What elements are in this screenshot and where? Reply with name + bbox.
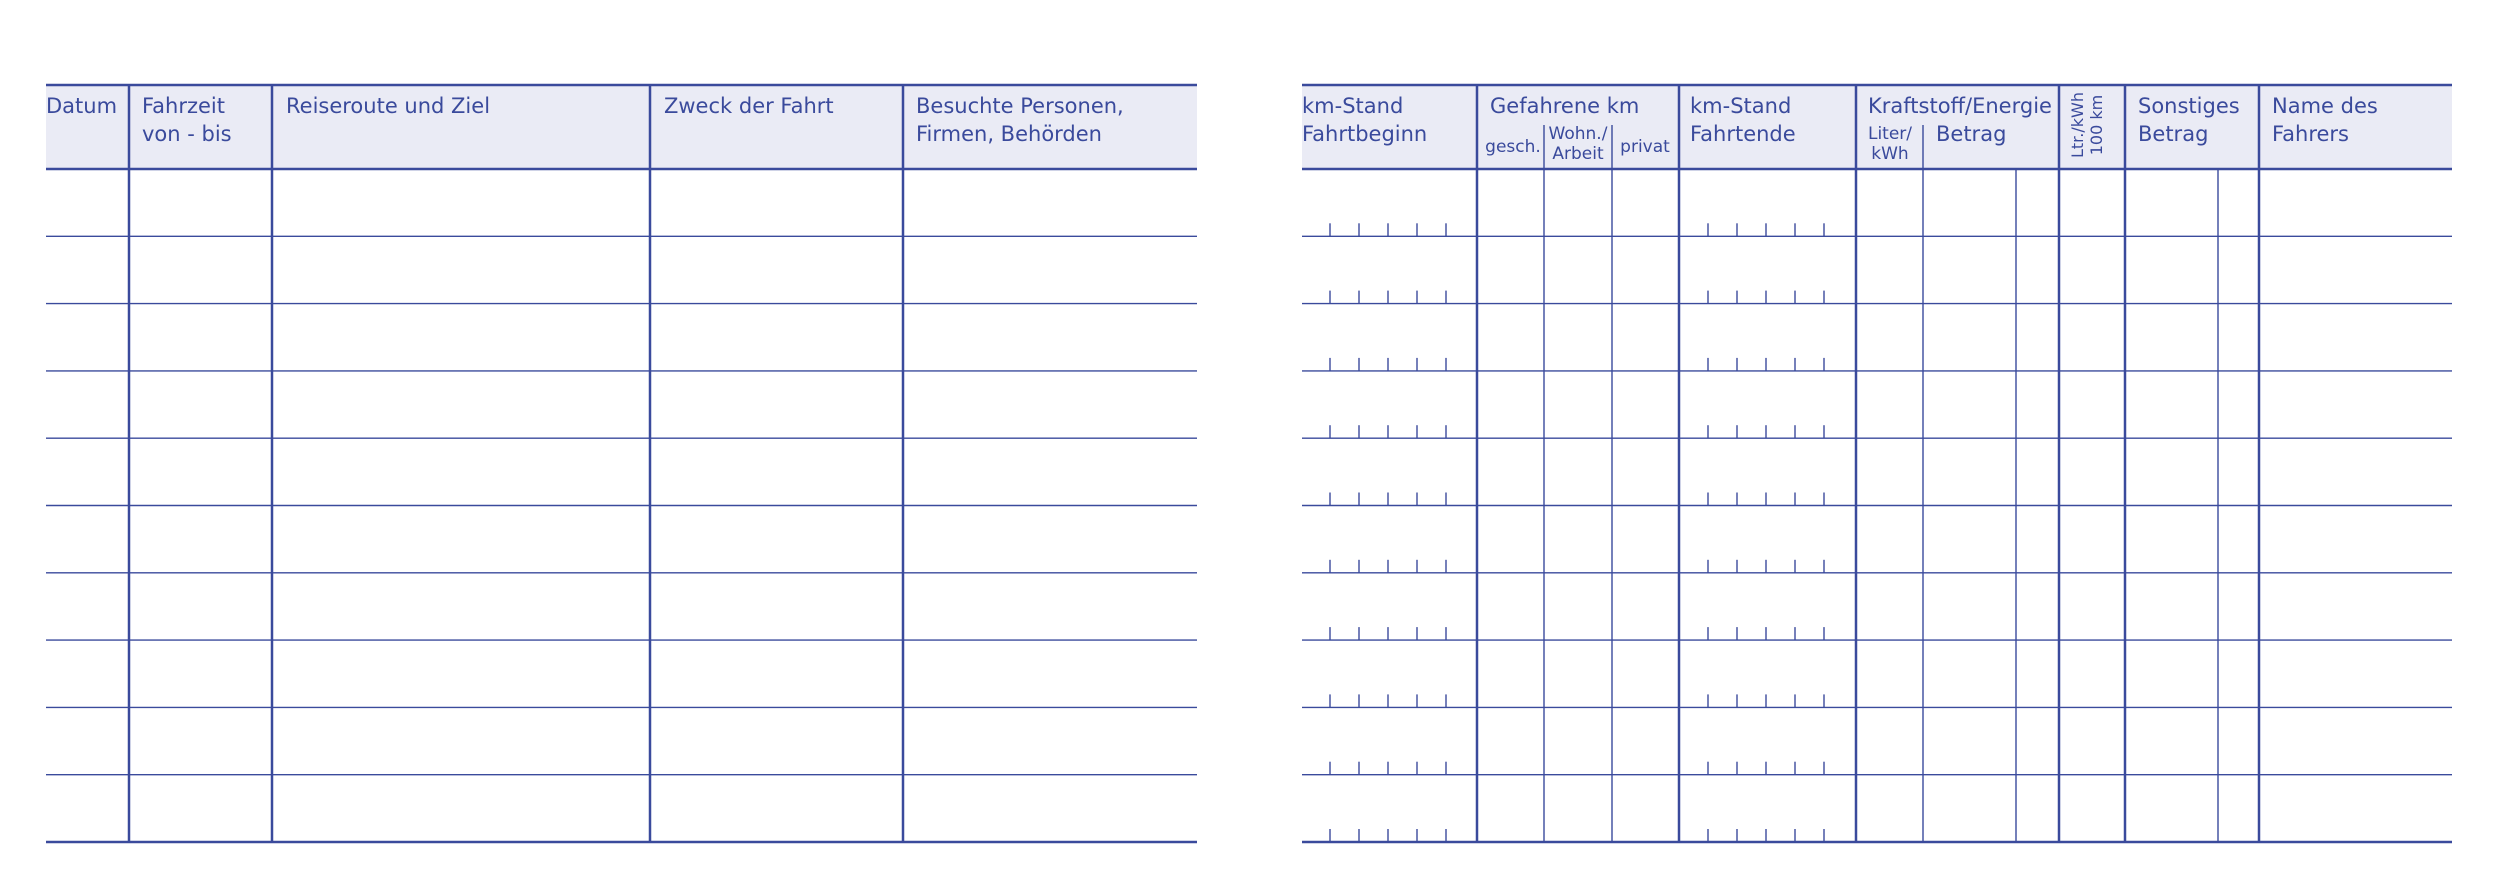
header-datum: Datum <box>46 94 118 118</box>
header-gesch: gesch. <box>1485 137 1541 157</box>
header-gefahrene: Gefahrene km <box>1490 94 1640 118</box>
header-wohn-arbeit: Wohn./ Arbeit <box>1548 124 1608 164</box>
header-km-ende: km-Stand Fahrtende <box>1690 94 1796 146</box>
header-liter-kwh: Liter/ kWh <box>1867 124 1913 164</box>
header-sonstiges: Sonstiges Betrag <box>2138 94 2240 146</box>
header-betrag: Betrag <box>1936 122 2007 146</box>
header-name: Name des Fahrers <box>2272 94 2378 146</box>
header-fahrzeit: Fahrzeit von - bis <box>142 94 232 146</box>
header-reiseroute: Reiseroute und Ziel <box>286 94 491 118</box>
header-km-beginn: km-Stand Fahrtbeginn <box>1302 94 1428 146</box>
header-besuchte: Besuchte Personen, Firmen, Behörden <box>916 94 1124 146</box>
header-verbrauch: Ltr./kWh 100 km <box>2068 92 2106 158</box>
header-kraftstoff: Kraftstoff/Energie <box>1868 94 2052 118</box>
header-zweck: Zweck der Fahrt <box>664 94 834 118</box>
header-privat: privat <box>1620 137 1670 157</box>
